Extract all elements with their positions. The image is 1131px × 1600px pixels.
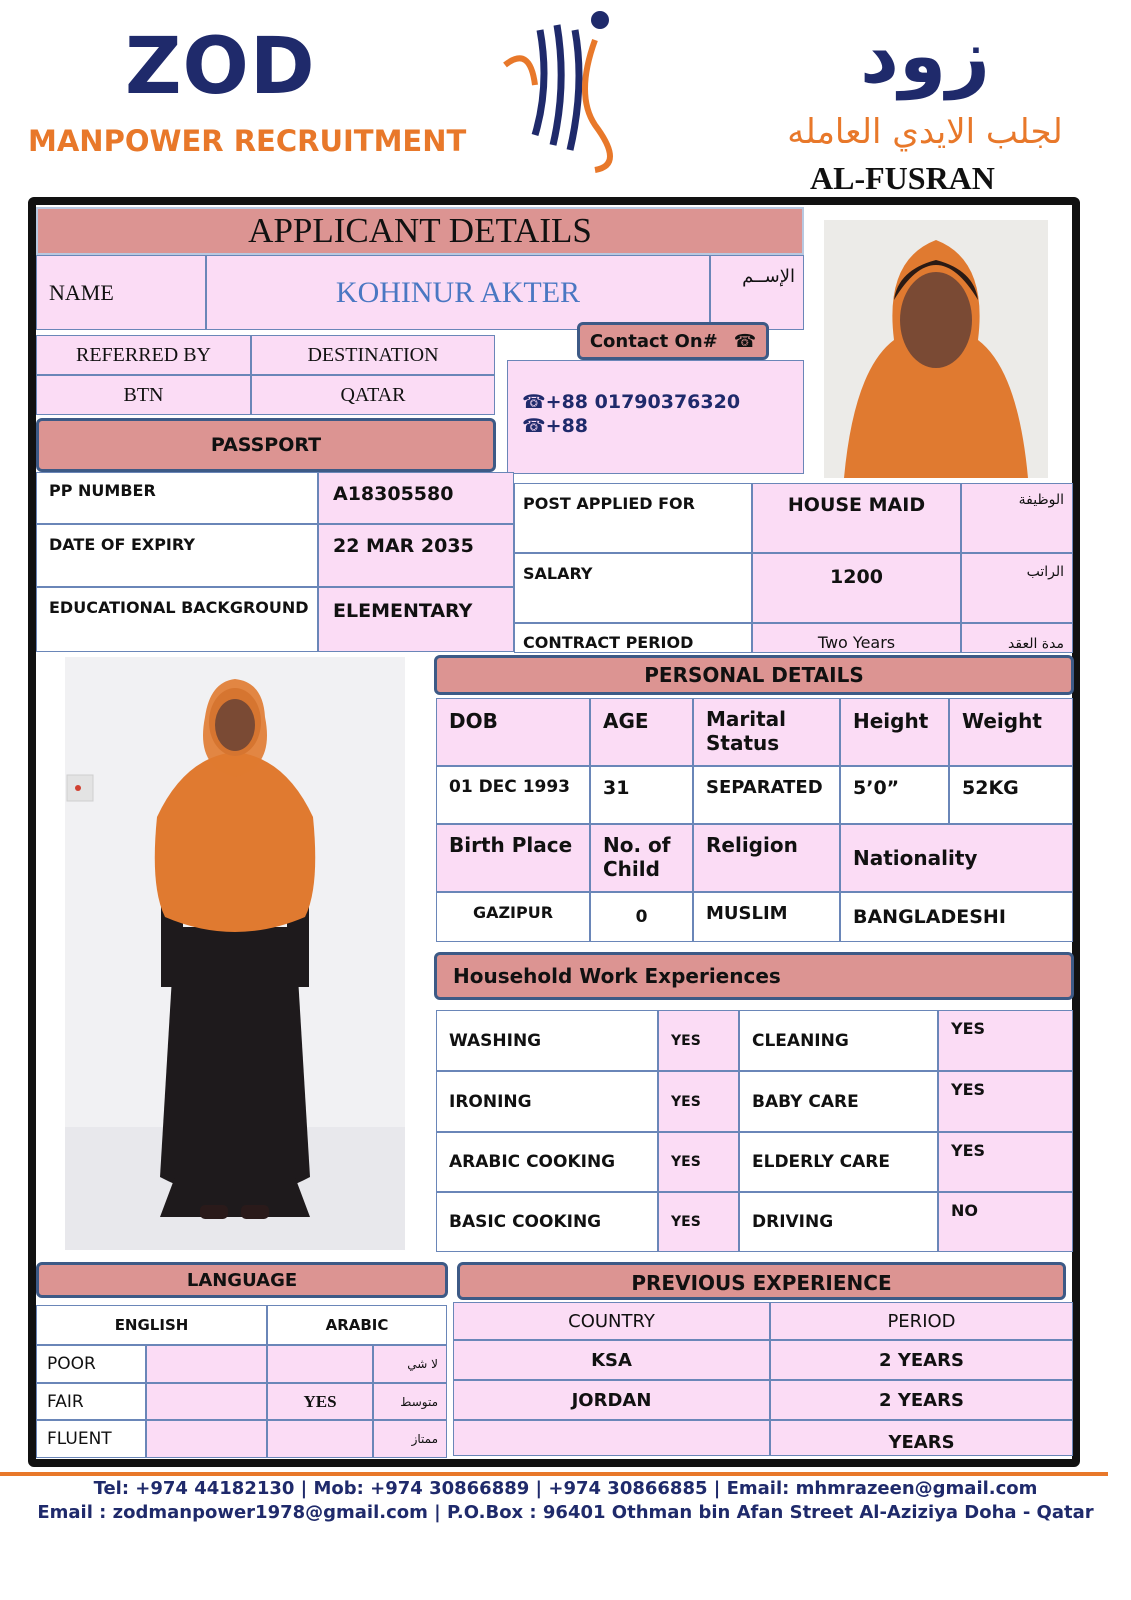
birthplace-value: GAZIPUR bbox=[436, 892, 590, 942]
religion-value: MUSLIM bbox=[693, 892, 840, 942]
contact-title: Contact On# bbox=[589, 330, 718, 352]
name-label-arabic: الإســم bbox=[710, 255, 804, 330]
language-level-label: FAIR bbox=[36, 1383, 146, 1420]
household-task: ELDERLY CARE bbox=[739, 1132, 938, 1192]
contact-phone-1: ☎+88 01790376320 bbox=[522, 391, 741, 413]
marital-label bbox=[693, 698, 840, 766]
language-english-value bbox=[146, 1383, 267, 1420]
household-task: DRIVING bbox=[739, 1192, 938, 1252]
previous-experience-title: PREVIOUS EXPERIENCE bbox=[457, 1262, 1066, 1300]
contact-phone-2: ☎+88 bbox=[522, 415, 589, 437]
contract-label-arabic: مدة العقد bbox=[961, 623, 1073, 653]
household-task: BASIC COOKING bbox=[436, 1192, 658, 1252]
country-column-header: COUNTRY bbox=[453, 1302, 770, 1340]
household-task-answer: YES bbox=[938, 1071, 1073, 1132]
contact-title-bar bbox=[577, 322, 769, 360]
education-value: ELEMENTARY bbox=[318, 587, 514, 652]
age-label: AGE bbox=[590, 698, 693, 766]
salary-value: 1200 bbox=[752, 553, 961, 623]
applicant-portrait-photo bbox=[824, 220, 1048, 478]
nationality-value: BANGLADESHI bbox=[840, 892, 1073, 942]
language-english-value bbox=[146, 1420, 267, 1458]
weight-label: Weight bbox=[949, 698, 1073, 766]
footer-line-1: Tel: +974 44182130 | Mob: +974 30866889 | +974 30866885 | Email: mhmrazeen@gmail.com bbox=[93, 1478, 1038, 1499]
footer-divider bbox=[0, 1472, 1108, 1476]
language-arabic-value bbox=[267, 1420, 373, 1458]
children-label-line1: No. of bbox=[603, 833, 671, 857]
language-arabic-value bbox=[267, 1345, 373, 1383]
previous-country: JORDAN bbox=[453, 1380, 770, 1420]
arabic-tagline: لجلب الايدي العامله bbox=[787, 112, 1063, 152]
children-value: 0 bbox=[590, 892, 693, 942]
destination-value: QATAR bbox=[251, 375, 495, 415]
marital-value: SEPARATED bbox=[693, 766, 840, 824]
previous-country bbox=[453, 1420, 770, 1456]
height-label: Height bbox=[840, 698, 949, 766]
language-english-value bbox=[146, 1345, 267, 1383]
household-task: IRONING bbox=[436, 1071, 658, 1132]
household-task-answer: YES bbox=[658, 1192, 739, 1252]
passport-title: PASSPORT bbox=[36, 418, 496, 472]
marital-label-line2: Status bbox=[706, 731, 780, 755]
expiry-label: DATE OF EXPIRY bbox=[36, 524, 318, 587]
language-level-arabic: لا شي bbox=[373, 1345, 447, 1383]
contact-box bbox=[507, 360, 804, 474]
household-task-answer: YES bbox=[658, 1132, 739, 1192]
language-level-label: FLUENT bbox=[36, 1420, 146, 1458]
brand-tagline: MANPOWER RECRUITMENT bbox=[28, 124, 467, 158]
english-column-header: ENGLISH bbox=[36, 1305, 267, 1345]
post-label: POST APPLIED FOR bbox=[514, 483, 752, 553]
personal-details-title: PERSONAL DETAILS bbox=[434, 655, 1074, 695]
previous-period: 2 YEARS bbox=[770, 1340, 1073, 1380]
age-value: 31 bbox=[590, 766, 693, 824]
language-level-arabic: ممتاز bbox=[373, 1420, 447, 1458]
previous-country: KSA bbox=[453, 1340, 770, 1380]
referred-by-value: BTN bbox=[36, 375, 251, 415]
pp-number-label: PP NUMBER bbox=[36, 472, 318, 524]
post-value: HOUSE MAID bbox=[752, 483, 961, 553]
birthplace-label: Birth Place bbox=[436, 824, 590, 892]
language-title: LANGUAGE bbox=[36, 1262, 448, 1298]
referred-by-label: REFERRED BY bbox=[36, 335, 251, 375]
household-task: BABY CARE bbox=[739, 1071, 938, 1132]
marital-label-line1: Marital bbox=[706, 707, 787, 731]
arabic-brand: زود bbox=[860, 11, 990, 100]
dob-label: DOB bbox=[436, 698, 590, 766]
weight-value: 52KG bbox=[949, 766, 1073, 824]
nationality-label: Nationality bbox=[840, 824, 1073, 892]
household-task-answer: NO bbox=[938, 1192, 1073, 1252]
household-task-answer: YES bbox=[938, 1010, 1073, 1071]
contract-label: CONTRACT PERIOD bbox=[514, 623, 752, 653]
education-label: EDUCATIONAL BACKGROUND bbox=[36, 587, 318, 652]
household-task: ARABIC COOKING bbox=[436, 1132, 658, 1192]
household-title: Household Work Experiences bbox=[434, 952, 1074, 1000]
religion-label: Religion bbox=[693, 824, 840, 892]
household-task: WASHING bbox=[436, 1010, 658, 1071]
applicant-details-title: APPLICANT DETAILS bbox=[36, 207, 804, 255]
language-arabic-value: YES bbox=[267, 1383, 373, 1420]
center-logo bbox=[495, 5, 640, 180]
children-label bbox=[590, 824, 693, 892]
al-fusran-label: AL-FUSRAN bbox=[810, 160, 995, 196]
height-value: 5’0” bbox=[840, 766, 949, 824]
household-task-answer: YES bbox=[658, 1071, 739, 1132]
footer-line-2: Email : zodmanpower1978@gmail.com | P.O.Box : 96401 Othman bin Afan Street Al-Aziziya Doha - Qatar bbox=[37, 1502, 1094, 1523]
post-label-arabic: الوظيفة bbox=[961, 483, 1073, 553]
applicant-full-body-photo bbox=[65, 657, 405, 1250]
brand-logo: ZOD bbox=[125, 22, 316, 112]
dob-value: 01 DEC 1993 bbox=[436, 766, 590, 824]
destination-label: DESTINATION bbox=[251, 335, 495, 375]
household-task-answer: YES bbox=[938, 1132, 1073, 1192]
pp-number-value: A18305580 bbox=[318, 472, 514, 524]
language-level-label: POOR bbox=[36, 1345, 146, 1383]
period-column-header: PERIOD bbox=[770, 1302, 1073, 1340]
salary-label-arabic: الراتب bbox=[961, 553, 1073, 623]
salary-label: SALARY bbox=[514, 553, 752, 623]
language-level-arabic: متوسط bbox=[373, 1383, 447, 1420]
children-label-line2: Child bbox=[603, 857, 660, 881]
phone-icon: ☎ bbox=[733, 330, 757, 352]
logo-mark-icon bbox=[495, 5, 640, 180]
household-task: CLEANING bbox=[739, 1010, 938, 1071]
previous-period: 2 YEARS bbox=[770, 1380, 1073, 1420]
household-task-answer: YES bbox=[658, 1010, 739, 1071]
arabic-column-header: ARABIC bbox=[267, 1305, 447, 1345]
previous-period: YEARS bbox=[770, 1420, 1073, 1456]
contract-value: Two Years bbox=[752, 623, 961, 653]
name-value: KOHINUR AKTER bbox=[206, 255, 710, 330]
name-label: NAME bbox=[36, 255, 206, 330]
expiry-value: 22 MAR 2035 bbox=[318, 524, 514, 587]
